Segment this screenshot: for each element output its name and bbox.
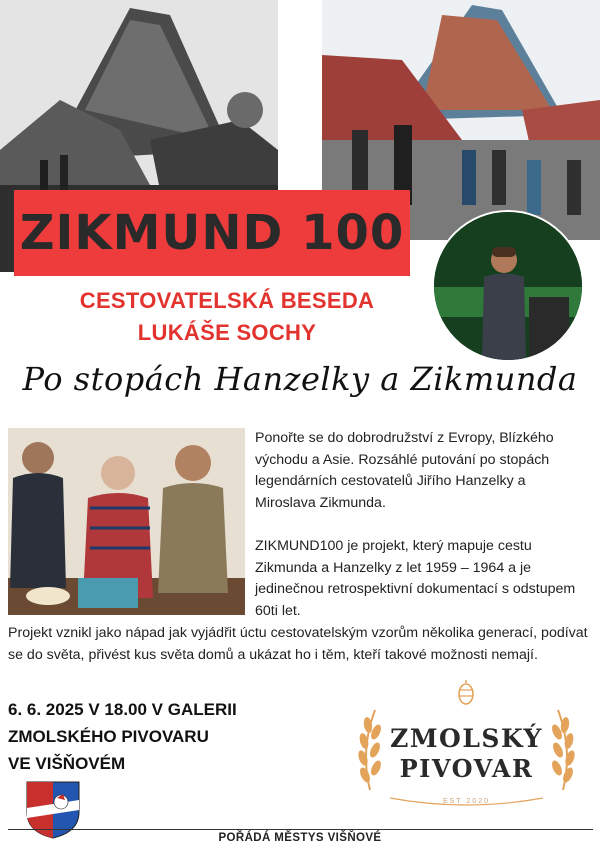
description-paragraph-3: Projekt vznikl jako nápad jak vyjádřit úctu cestovatelským vzorům několika generací, podívat se do světa, přivést kus světa domů a ukázat ho i těm, kteří takové možnosti nemají. [8,625,588,663]
speaker-photo [432,210,584,362]
divider [8,829,593,830]
event-location: VE VIŠŇOVÉM [8,754,126,773]
event-date-time: 6. 6. 2025 V 18.00 V GALERII [8,700,237,719]
subtitle-line-1: CESTOVATELSKÁ BESEDA [79,288,375,313]
event-title: ZIKMUND 100 [19,205,405,261]
description-paragraph-2: ZIKMUND100 je projekt, který mapuje cestu Zikmunda a Hanzelky z let 1959 – 1964 a je jedinečnou retrospektivní dokumentací s odstupem 60ti let. [255,538,576,619]
script-heading: Po stopách Hanzelky a Zikmunda [22,360,578,398]
event-venue: ZMOLSKÉHO PIVOVARU [8,727,209,746]
group-photo [8,428,245,615]
description-paragraph-1: Ponořte se do dobrodružství z Evropy, Blízkého východu a Asie. Rozsáhlé putování po stopách legendárních cestovatelů Jiřího Hanzelky a Miroslava Zikmunda. [255,430,554,511]
logo-text-line-2: PIVOVAR [399,754,534,783]
logo-text-line-1: ZMOLSKÝ [390,724,543,753]
subtitle-line-2: LUKÁŠE SOCHY [137,320,317,345]
coat-of-arms-icon [25,780,81,840]
brewery-logo [345,680,588,810]
logo-est: EST 2020 [442,798,490,805]
organizer-line: POŘÁDÁ MĚSTYS VIŠŇOVÉ [218,832,382,844]
hop-icon [459,680,473,704]
